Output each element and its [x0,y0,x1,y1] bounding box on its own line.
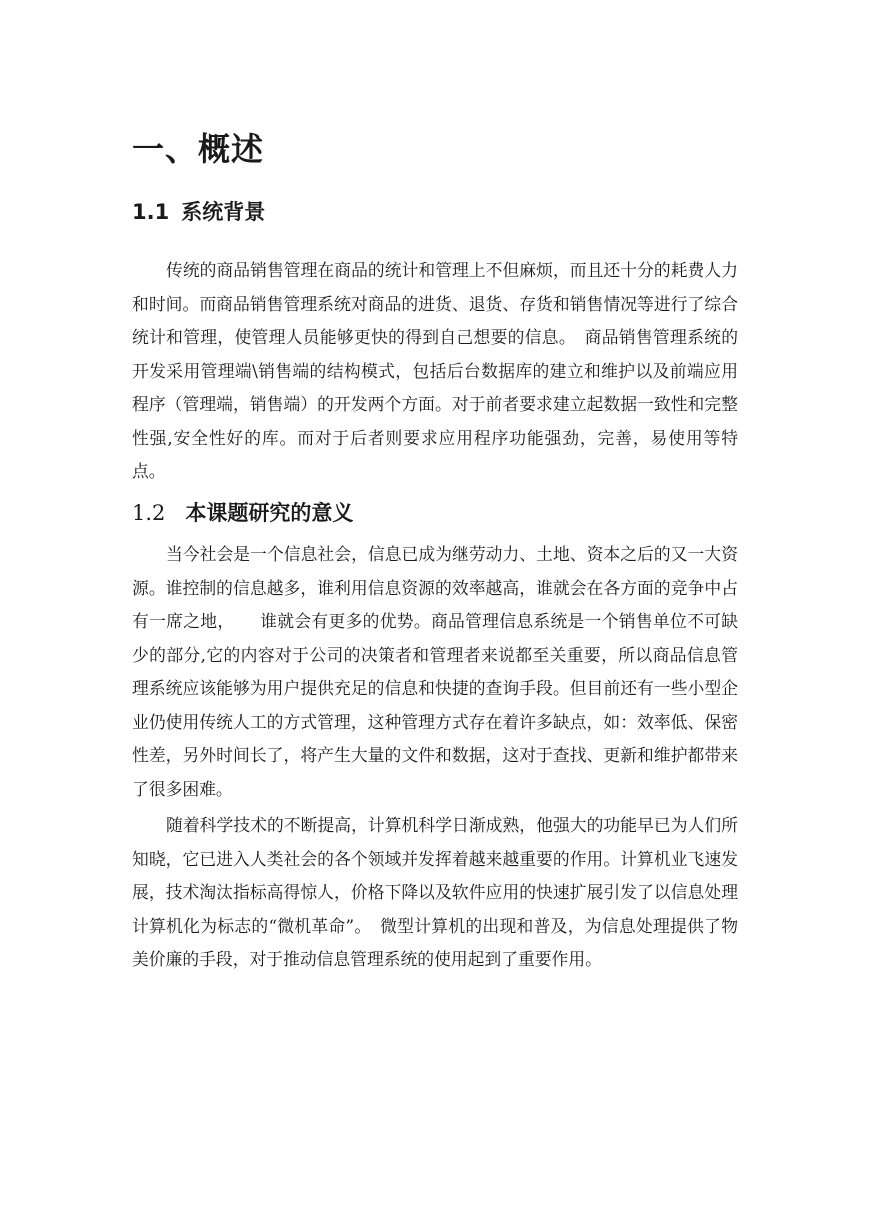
paragraph-significance-1: 当今社会是一个信息社会，信息已成为继劳动力、土地、资本之后的又一大资源。谁控制的信息越多，谁利用信息资源的效率越高，谁就会在各方面的竞争中占有一席之地， 谁就会有更多的优势。商品管理信息系统是一个销售单位不可缺少的部分,它的内容对于公司的决策者和管理者来说都至关重要，所以商品信息管理系统应该能够为用户提供充足的信息和快捷的查询手段。但目前还有一些小型企业仍使用传统人工的方式管理，这种管理方式存在着许多缺点，如：效率低、保密性差，另外时间长了，将产生大量的文件和数据，这对于查找、更新和维护都带来了很多困难。 [132,544,738,799]
section-number: 1.1 [132,200,170,224]
paragraph-background: 传统的商品销售管理在商品的统计和管理上不但麻烦，而且还十分的耗费人力和时间。而商品销售管理系统对商品的进货、退货、存货和销售情况等进行了综合统计和管理，使管理人员能够更快的得到自己想要的信息。 商品销售管理系统的开发采用管理端\销售端的结构模式，包括后台数据库的建立和维护以及前端应用程序（管理端，销售端）的开发两个方面。对于前者要求建立起数据一致性和完整性强,安全性好的库。而对于后者则要求应用程序功能强劲，完善，易使用等特点。 [132,260,738,481]
chapter-heading: 一、概述 [132,130,265,168]
section-number: 1.2 [132,501,166,525]
paragraph-significance-2: 随着科学技术的不断提高，计算机科学日渐成熟，他强大的功能早已为人们所知晓，它已进入人类社会的各个领域并发挥着越来越重要的作用。计算机业飞速发展，技术淘汰指标高得惊人，价格下降以及软件应用的快速扩展引发了以信息处理计算机化为标志的“微机革命”。 微型计算机的出现和普及，为信息处理提供了物美价廉的手段，对于推动信息管理系统的使用起到了重要作用。 [132,815,738,969]
section-heading-1-2 [132,497,353,527]
section-heading-1-1 [132,196,265,226]
section-title: 本课题研究的意义 [185,501,354,525]
section-title: 系统背景 [181,200,266,224]
